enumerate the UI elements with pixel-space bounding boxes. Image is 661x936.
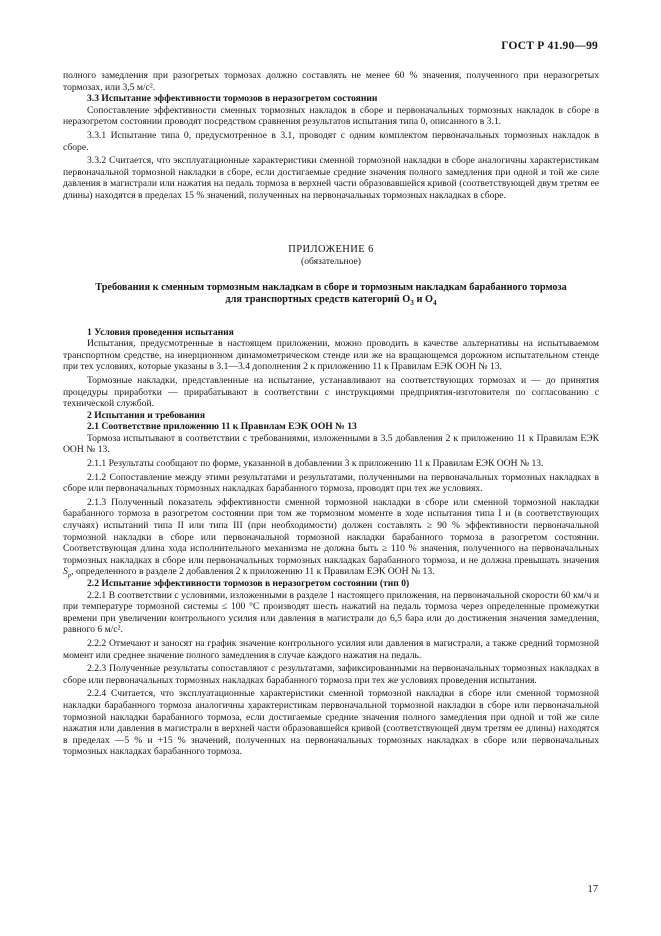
paragraph-2-1-2: 2.1.2 Сопоставление между этими результатами и результатами, полученными на первоначальных тормозных накладках в сборе или первоначальных тормозных накладках барабанного тормоза, проводят при тех же условиях. bbox=[63, 471, 599, 495]
paragraph-1b: Тормозные накладки, представленные на испытание, устанавливают на соответствующих тормозах и — до принятия процедуры приработки — прирабатывают в соответствии с инструкциями предприятия-изготовителя по согласованию с технической службой. bbox=[63, 374, 599, 410]
paragraph-continuation: полного замедления при разогретых тормозах должно составлять не менее 60 % значения, полученного при неразогретых тормозах, или 3,5 м/с². bbox=[63, 70, 599, 93]
paragraph-2-1-3: 2.1.3 Полученный показатель эффективности сменной тормозной накладки в сборе или сменной тормозной накладки барабанного тормоза в разогретом состоянии при том же тормозном моменте в ходе испытания типа I и (в соответствующих случаях) испытаний типа II или типа III (при необходимости) должен составлять ≥ 90 % эффективности первоначальной тормозной накладки в сборе или первоначальной тормозной накладки барабанного тормоза в разогретом состоянии. Соответствующая длина хода исполнительного механизма не должна быть ≥ 110 % значения, полученного на первоначальных тормозных накладках в сборе или первоначальных тормозных накладках барабанного тормоза, и не должна превышать значения $S_p$, определенного в разделе 2 добавления 2 к приложению 11 к Правилам ЕЭК ООН № 13. bbox=[63, 496, 599, 580]
page-content bbox=[63, 70, 599, 758]
paragraph-2-2-3: 2.2.3 Полученные результаты сопоставляют с результатами, зафиксированными на первоначальных тормозных накладках в сборе или первоначальных тормозных накладках барабанного тормоза при тех же условиях проведения испытания. bbox=[63, 663, 599, 686]
paragraph-1a: Испытания, предусмотренные в настоящем приложении, можно проводить в качестве альтернативы на испытываемом транспортном средстве, на инерционном динамометрическом стенде или же на вращающемся дорожном испытательном стенде при тех условиях, которые указаны в 3.1—3.4 дополнения 2 к приложению 11 к Правилам ЕЭК ООН № 13. bbox=[63, 338, 599, 373]
paragraph-2-1: Тормоза испытывают в соответствии с требованиями, изложенными в 3.5 добавления 2 к приложению 11 к Правилам ЕЭК ООН № 13. bbox=[63, 432, 599, 456]
appendix-status: (обязательное) bbox=[301, 255, 361, 267]
paragraph-3-3: Сопоставление эффективности сменных тормозных накладок в сборе и первоначальных тормозных накладок в сборе в неразогретом состоянии проводят посредством сравнения результатов испытания типа 0, описанного в 3.1. bbox=[63, 104, 599, 128]
paragraph-3-3-2: 3.3.2 Считается, что эксплуатационные характеристики сменной тормозной накладки в сборе аналогичны характеристикам первоначальной тормозной накладки в сборе, если достигаемые средние значения полного замедления при одной и той же силе давления в магистрали или нажатия на педаль тормоза в верхней части образовавшейся кривой (соответствующей двум третям ее длины) находятся в пределах 15 % значений, полученных на первоначальных тормозных накладках в сборе. bbox=[63, 155, 599, 201]
paragraph-2-2-1: 2.2.1 В соответствии с условиями, изложенными в разделе 1 настоящего приложения, на первоначальной скорости 60 км/ч и при температуре тормозной системы ≤ 100 °С производят шесть нажатий на педаль тормоза через определенные промежутки времени при увеличении контрольного усилия или давления в магистрали до 6,5 бара или до достижения значения замедления, равного 6 м/с². bbox=[63, 589, 599, 636]
paragraph-2-2-2: 2.2.2 Отмечают и заносят на график значение контрольного усилия или давления в магистрали, а также средний тормозной момент или среднее значение полного замедления в случае каждого нажатия на педаль. bbox=[63, 637, 599, 661]
section-heading-2-1: 2.1 Соответствие приложению 11 к Правилам ЕЭК ООН № 13 bbox=[87, 421, 357, 433]
section-heading-2: 2 Испытания и требования bbox=[87, 409, 206, 421]
section-heading-1: 1 Условия проведения испытания bbox=[87, 326, 234, 338]
page-number: 17 bbox=[587, 884, 598, 895]
section-heading-3-3: 3.3 Испытание эффективности тормозов в неразогретом состоянии bbox=[87, 93, 378, 105]
section-heading-2-2: 2.2 Испытание эффективности тормозов в неразогретом состоянии (тип 0) bbox=[87, 578, 410, 589]
paragraph-2-2-4: 2.2.4 Считается, что эксплуатационные характеристики сменной тормозной накладки в сборе или сменной тормозной накладки барабанного тормоза аналогичны характеристикам первоначальной тормозной накладки в сборе или первоначальной тормозной накладки барабанного тормоза, если достигаемые средние значения полного замедления при одной и той же силе нажатия или давления в магистрали в верхней части образовавшейся кривой (соответствующей двум третям ее длины) находятся в пределах —5 % и +15 % значений, полученных на первоначальных тормозных накладках в сборе или первоначальных тормозных накладках барабанного тормоза. bbox=[63, 688, 599, 758]
appendix-label: ПРИЛОЖЕНИЕ 6 bbox=[288, 243, 374, 255]
appendix-title-line1: Требования к сменным тормозным накладкам в сборе и тормозным накладкам барабанного тормоза bbox=[95, 281, 567, 293]
document-header: ГОСТ Р 41.90—99 bbox=[501, 40, 598, 52]
appendix-title-line2: для транспортных средств категорий $O_3$ и $O_4$ bbox=[225, 294, 437, 308]
paragraph-3-3-1: 3.3.1 Испытание типа 0, предусмотренное в 3.1, проводят с одним комплектом первоначальных тормозных накладок в сборе. bbox=[63, 129, 599, 153]
appendix-title bbox=[63, 282, 599, 307]
paragraph-2-1-1: 2.1.1 Результаты сообщают по форме, указанной в добавлении 3 к приложению 11 к Правилам ЕЭК ООН № 13. bbox=[87, 458, 544, 470]
